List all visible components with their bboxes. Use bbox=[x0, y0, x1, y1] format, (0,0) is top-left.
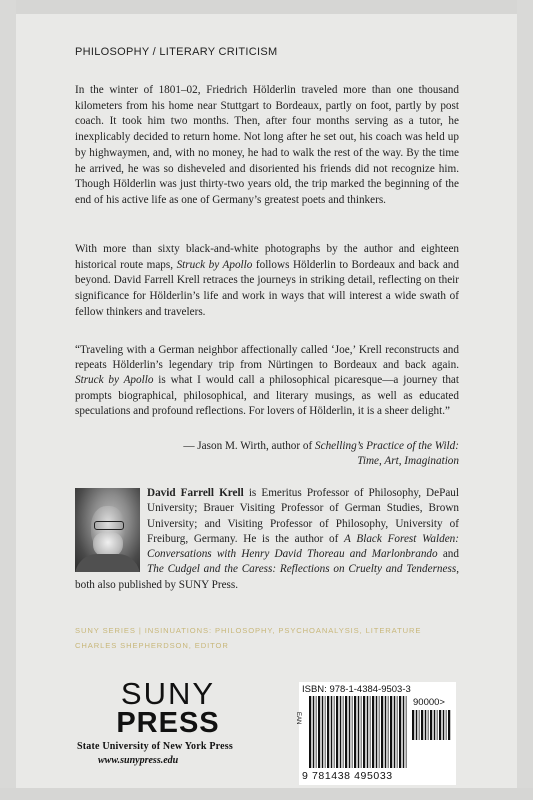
bio-text-b: and bbox=[437, 548, 459, 561]
barcode-bar bbox=[376, 696, 378, 768]
barcode-bar bbox=[403, 696, 405, 768]
publisher-url: www.sunypress.edu bbox=[98, 755, 179, 766]
book-title: Struck by Apollo bbox=[176, 258, 253, 271]
barcode-bar bbox=[318, 696, 320, 768]
quote-book-title: Struck by Apollo bbox=[75, 374, 154, 387]
bio-book-1: A Black Forest Walden: Conversations with Henry David Thoreau and Marlonbrando bbox=[147, 532, 459, 561]
barcode-bar bbox=[354, 696, 356, 768]
endorsement-attribution bbox=[75, 439, 459, 469]
barcode-bar bbox=[385, 696, 387, 768]
category-label: PHILOSOPHY / LITERARY CRITICISM bbox=[75, 46, 278, 58]
publisher-logo-press: PRESS bbox=[116, 707, 220, 739]
quote-text-a: “Traveling with a German neighbor affectionally called ‘Joe,’ Krell reconstructs and repeats Hölderlin’s legendary trip from Nürtingen to Bordeaux and back again. bbox=[75, 344, 459, 372]
bio-text-c: , both also published by SUNY Press. bbox=[75, 563, 459, 591]
barcode-bar bbox=[370, 696, 371, 768]
barcode-bar bbox=[313, 696, 315, 768]
barcode-bar bbox=[343, 696, 344, 768]
barcode-panel bbox=[295, 682, 456, 785]
barcode-bar bbox=[349, 696, 351, 768]
barcode-bar bbox=[428, 710, 429, 740]
attribution-author: — Jason M. Wirth, author of bbox=[183, 440, 316, 452]
frame-bottom bbox=[0, 788, 533, 800]
frame-top bbox=[0, 0, 533, 14]
price-code: 90000> bbox=[413, 697, 445, 708]
endorsement-quote bbox=[75, 343, 459, 419]
barcode-bar bbox=[352, 696, 353, 768]
barcode-bar bbox=[412, 710, 414, 740]
barcode-bar bbox=[334, 696, 335, 768]
barcode-bar bbox=[331, 696, 333, 768]
barcode-bars bbox=[309, 696, 409, 768]
para2-text-b: follows Hölderlin to Bordeaux and back and beyond. David Farrell Krell retraces the journeys in striking detail, reflecting on their significance for Hölderlin’s life and work in ways that will interest a wide swath of fellow thinkers and travelers. bbox=[75, 258, 459, 318]
bio-text-a: is Emeritus Professor of Philosophy, DePaul University; Brauer Visiting Professor of German Studies, Brown University; and Visiting Professor of Philosophy, University of Freiburg, Germany. He is the author of bbox=[147, 487, 459, 545]
barcode-bar bbox=[439, 710, 441, 740]
barcode-digits: 9 781438 495033 bbox=[302, 770, 393, 782]
barcode-bar bbox=[390, 696, 392, 768]
bio-book-2: The Cudgel and the Caress: Reflections on Cruelty and Tenderness bbox=[147, 563, 457, 576]
series-editor: CHARLES SHEPHERDSON, EDITOR bbox=[75, 641, 229, 650]
barcode-bar bbox=[372, 696, 374, 768]
barcode-bar bbox=[437, 710, 438, 740]
barcode-bar bbox=[345, 696, 347, 768]
addon-barcode-bars bbox=[412, 710, 452, 740]
barcode-bar bbox=[434, 710, 436, 740]
barcode-bar bbox=[446, 710, 447, 740]
description-paragraph-1: In the winter of 1801–02, Friedrich Hölderlin traveled more than one thousand kilometers from his home near Stuttgart to Bordeaux, partly on foot, partly by post coach. It took him two months. Then, after four months serving as a tutor, he inexplicably decided to return home. Not long after he set out, his coach was held up by highwaymen, and, with no money, he had to walk the rest of the way. By the time he arrived, he was so disheveled and disoriented his friends did not recognize him. Though Hölderlin was just thirty-two years old, the trip marked the beginning of the end of his active life as one of Germany’s greatest poets and thinkers. bbox=[75, 84, 459, 206]
publisher-logo-suny: SUNY bbox=[120, 676, 216, 711]
barcode-bar bbox=[430, 710, 432, 740]
description-paragraph-2 bbox=[75, 242, 459, 321]
barcode-bar bbox=[340, 696, 342, 768]
barcode-bar bbox=[394, 696, 396, 768]
barcode-bar bbox=[443, 710, 445, 740]
ean-label: EAN bbox=[295, 712, 301, 725]
barcode-bar bbox=[425, 710, 427, 740]
para2-text-a: With more than sixty black-and-white photographs by the author and eighteen historical route maps, bbox=[75, 243, 459, 271]
barcode-bar bbox=[419, 710, 420, 740]
barcode-bar bbox=[361, 696, 362, 768]
barcode-bar bbox=[421, 710, 423, 740]
barcode-bar bbox=[336, 696, 338, 768]
barcode-bar bbox=[309, 696, 311, 768]
barcode-bar bbox=[416, 710, 418, 740]
barcode-bar bbox=[316, 696, 317, 768]
barcode-bar bbox=[406, 696, 407, 768]
isbn-text: ISBN: 978-1-4384-9503-3 bbox=[302, 684, 411, 695]
barcode-bar bbox=[397, 696, 398, 768]
barcode-bar bbox=[363, 696, 365, 768]
publisher-name: State University of New York Press bbox=[77, 741, 233, 752]
author-name: David Farrell Krell bbox=[147, 487, 244, 499]
series-line: SUNY SERIES | INSINUATIONS: PHILOSOPHY, PSYCHOANALYSIS, LITERATURE bbox=[75, 626, 422, 635]
author-photo bbox=[75, 488, 140, 572]
barcode-bar bbox=[388, 696, 389, 768]
attribution-book-line2: Time, Art, Imagination bbox=[357, 455, 459, 468]
barcode-bar bbox=[327, 696, 329, 768]
frame-right bbox=[517, 0, 533, 800]
barcode-bar bbox=[367, 696, 369, 768]
attribution-book-line1: Schelling’s Practice of the Wild: bbox=[315, 440, 459, 452]
barcode-bar bbox=[448, 710, 450, 740]
barcode-bar bbox=[381, 696, 383, 768]
quote-text-b: is what I would call a philosophical picaresque—a journey that prompts biographical, philosophical, and literary musings, as well as educated speculations and profound reflections. For lovers of Hölderlin, it is a sheer delight.” bbox=[75, 374, 459, 417]
barcode-bar bbox=[358, 696, 360, 768]
frame-left bbox=[0, 0, 16, 800]
barcode-bar bbox=[379, 696, 380, 768]
barcode-bar bbox=[325, 696, 326, 768]
barcode-bar bbox=[399, 696, 401, 768]
barcode-bar bbox=[322, 696, 324, 768]
